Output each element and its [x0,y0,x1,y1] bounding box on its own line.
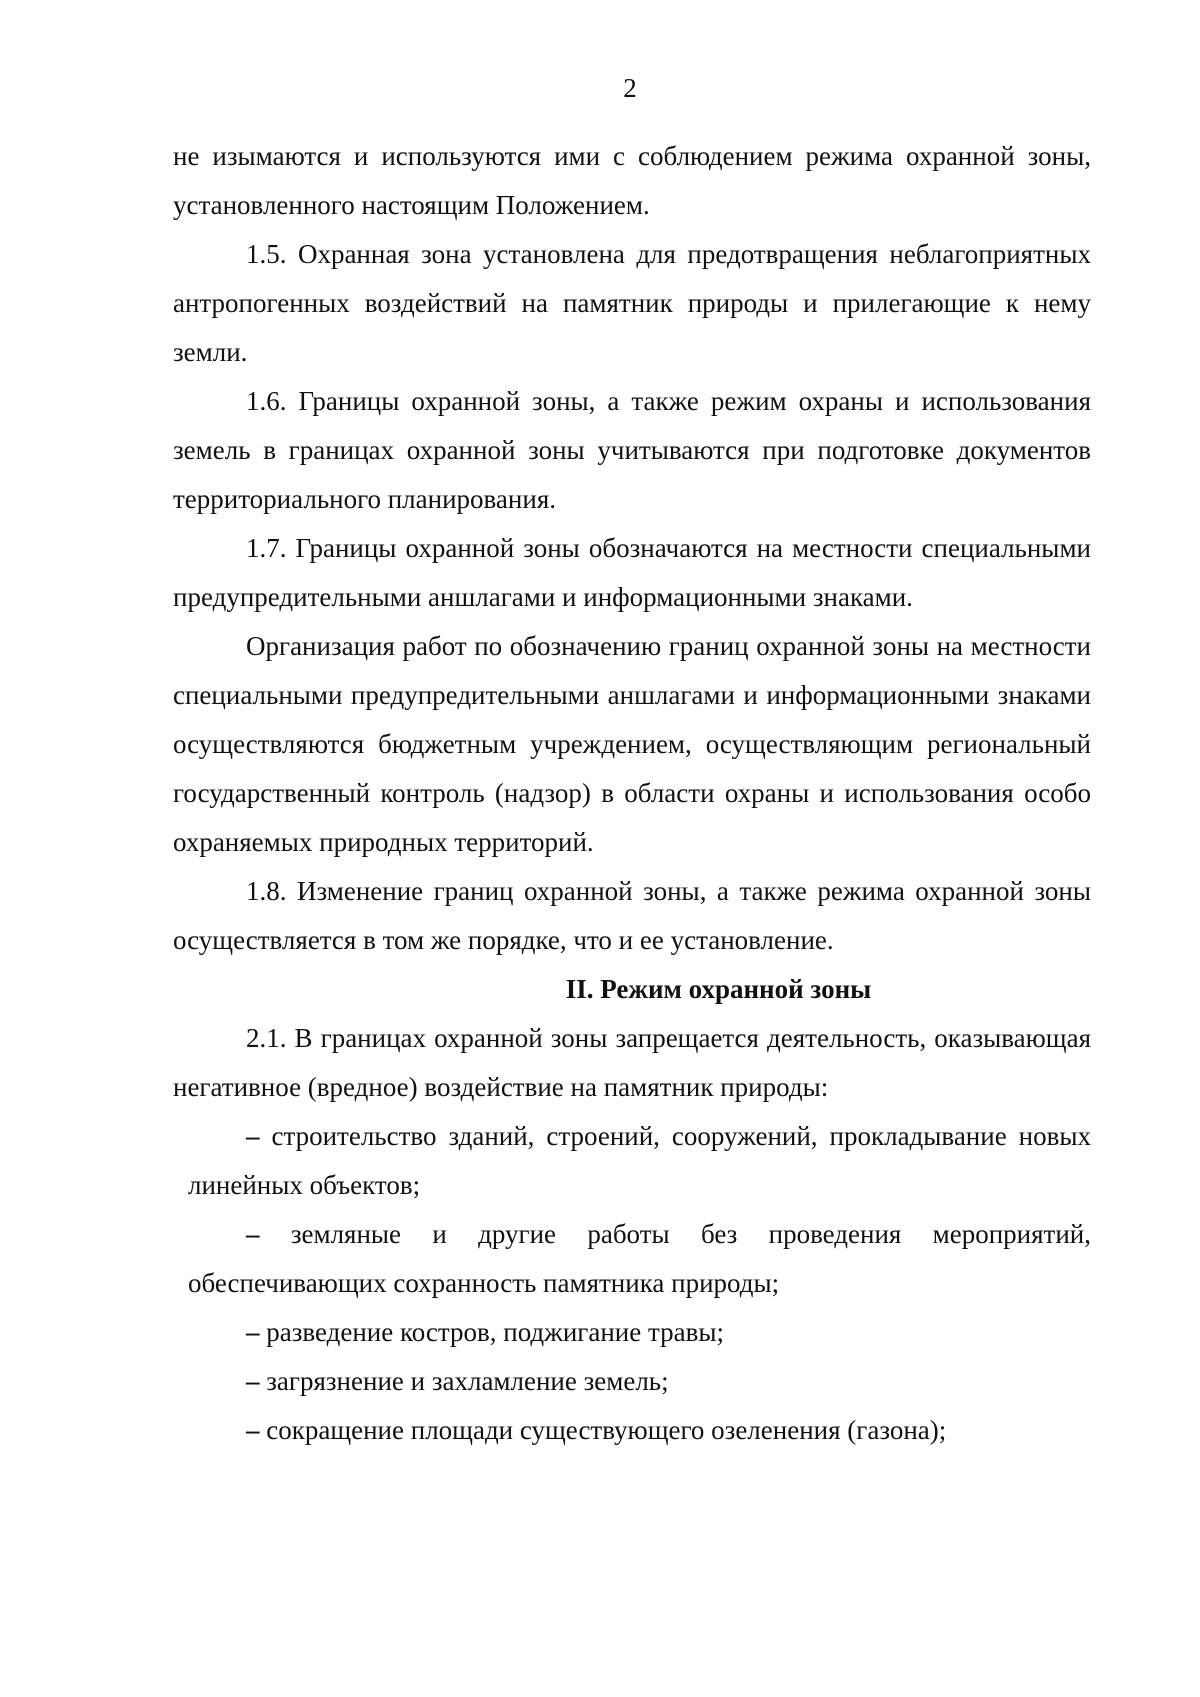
paragraph: 1.5. Охранная зона установлена для предотвращения неблагоприятных антропогенных воздействий на памятник природы и прилегающие к нему земли. [173,239,1091,367]
list-item-text: загрязнение и захламление земель; [266,1366,669,1396]
paragraph-2-1: 2.1. В границах охранной зоны запрещается деятельность, оказывающая негативное (вредное) воздействие на памятник природы: [173,1023,1091,1102]
list-item [173,1112,1091,1210]
list-item-text: строительство зданий, строений, сооружений, прокладывание новых линейных объектов; [188,1121,1092,1200]
paragraph: 1.7. Границы охранной зоны обозначаются на местности специальными предупредительными аншлагами и информационными знаками. [173,533,1091,612]
section-heading: II. Режим охранной зоны [565,974,872,1004]
list-item-text: земляные и другие работы без проведения мероприятий, обеспечивающих сохранность памятника природы; [188,1219,1092,1298]
list-dash: – [246,1219,260,1249]
list-dash: – [246,1366,260,1396]
list-dash: – [246,1415,260,1445]
paragraph: Организация работ по обозначению границ охранной зоны на местности специальными предупредительными аншлагами и информационными знаками осуществляются бюджетным учреждением, осуществляющим региональный государственный контроль (надзор) в области охраны и использования особо охраняемых природных территорий. [173,631,1091,857]
list-dash: – [246,1317,260,1347]
document-body [173,132,1091,1455]
list-item [173,1406,1091,1455]
list-item [173,1210,1091,1308]
list-item-text: сокращение площади существующего озеленения (газона); [266,1415,947,1445]
prohibited-activities-list [173,1112,1091,1455]
paragraph: 1.6. Границы охранной зоны, а также режим охраны и использования земель в границах охранной зоны учитываются при подготовке документов территориального планирования. [173,386,1091,514]
list-item-text: разведение костров, поджигание травы; [266,1317,724,1347]
paragraphs-before-heading [173,132,1091,965]
paragraph: 1.8. Изменение границ охранной зоны, а также режима охранной зоны осуществляется в том же порядке, что и ее установление. [173,876,1091,955]
list-dash: – [246,1121,260,1151]
list-item [173,1357,1091,1406]
page-number: 2 [623,73,637,103]
list-item [173,1308,1091,1357]
paragraph: не изымаются и используются ими с соблюдением режима охранной зоны, установленного настоящим Положением. [173,141,1091,220]
